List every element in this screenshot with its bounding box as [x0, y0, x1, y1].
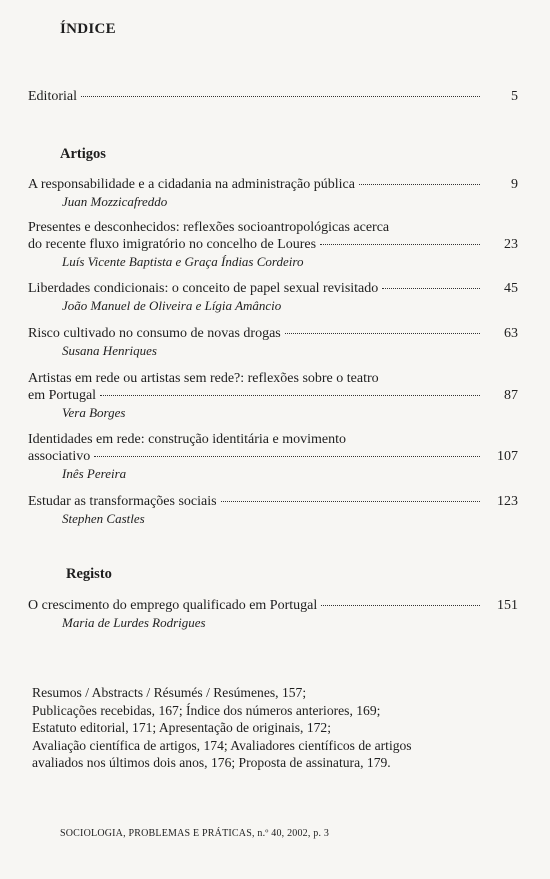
- entry-author: Susana Henriques: [62, 343, 157, 358]
- entry-title-line: Identidades em rede: construção identitária e movimento: [28, 432, 346, 447]
- dot-leader: [321, 605, 480, 606]
- misc-line: Resumos / Abstracts / Résumés / Resúmenes, 157;: [32, 685, 307, 700]
- page-number: 107: [497, 449, 518, 464]
- toc-entry[interactable]: [28, 325, 518, 359]
- entry-title: Liberdades condicionais: o conceito de papel sexual revisitado: [28, 281, 379, 296]
- entry-title: O crescimento do emprego qualificado em Portugal: [28, 598, 318, 613]
- dot-leader: [320, 244, 480, 245]
- dot-leader: [100, 395, 480, 396]
- entry-title: do recente fluxo imigratório no concelho de Loures: [28, 237, 317, 252]
- entry-author: Stephen Castles: [62, 511, 145, 526]
- page-title: ÍNDICE: [60, 21, 116, 37]
- misc-line: avaliados nos últimos dois anos, 176; Proposta de assinatura, 179.: [32, 755, 391, 770]
- page-number: 87: [504, 388, 518, 403]
- page-number: 123: [497, 494, 518, 509]
- toc-entry[interactable]: [28, 431, 518, 482]
- entry-title: Estudar as transformações sociais: [28, 494, 217, 509]
- page-number: 45: [504, 281, 518, 296]
- entry-title: Risco cultivado no consumo de novas drogas: [28, 326, 281, 341]
- entry-title: Editorial: [28, 89, 77, 104]
- entry-author: Juan Mozzicafreddo: [62, 194, 168, 209]
- entry-author: Vera Borges: [62, 405, 126, 420]
- dot-leader: [285, 333, 480, 334]
- page-footer: SOCIOLOGIA, PROBLEMAS E PRÁTICAS, n.º 40, 2002, p. 3: [60, 828, 330, 839]
- toc-entry[interactable]: [28, 176, 518, 210]
- entry-author: Maria de Lurdes Rodrigues: [62, 615, 206, 630]
- dot-leader: [94, 456, 480, 457]
- entry-author: João Manuel de Oliveira e Lígia Amâncio: [62, 298, 282, 313]
- toc-entry-editorial[interactable]: [28, 88, 518, 105]
- entry-title-line: Artistas em rede ou artistas sem rede?: reflexões sobre o teatro: [28, 371, 379, 386]
- page-number: 23: [504, 237, 518, 252]
- misc-line: Avaliação científica de artigos, 174; Avaliadores científicos de artigos: [32, 737, 412, 753]
- entry-author: Luís Vicente Baptista e Graça Índias Cordeiro: [62, 254, 304, 269]
- page-number: 9: [511, 177, 518, 192]
- dot-leader: [221, 501, 480, 502]
- toc-entry[interactable]: [28, 280, 518, 314]
- entry-author: Inês Pereira: [62, 466, 127, 481]
- page-number: 63: [504, 326, 518, 341]
- entry-title: associativo: [28, 449, 91, 464]
- page-number: 151: [497, 598, 518, 613]
- section-heading-artigos: Artigos: [60, 146, 106, 162]
- section-heading-registo: Registo: [66, 566, 112, 582]
- entry-title: A responsabilidade e a cidadania na administração pública: [28, 177, 355, 192]
- toc-entry[interactable]: [28, 370, 518, 421]
- misc-line: Publicações recebidas, 167; Índice dos números anteriores, 169;: [32, 702, 381, 718]
- miscellaneous-index: [32, 684, 522, 772]
- toc-entry[interactable]: [28, 219, 518, 270]
- page-number: 5: [511, 89, 518, 104]
- toc-entry-registo[interactable]: [28, 597, 518, 631]
- dot-leader: [382, 288, 480, 289]
- entry-title-line: Presentes e desconhecidos: reflexões socioantropológicas acerca: [28, 220, 390, 235]
- misc-line: Estatuto editorial, 171; Apresentação de originais, 172;: [32, 720, 331, 735]
- dot-leader: [81, 96, 480, 97]
- dot-leader: [359, 184, 480, 185]
- entry-title: em Portugal: [28, 388, 97, 403]
- toc-entry[interactable]: [28, 493, 518, 527]
